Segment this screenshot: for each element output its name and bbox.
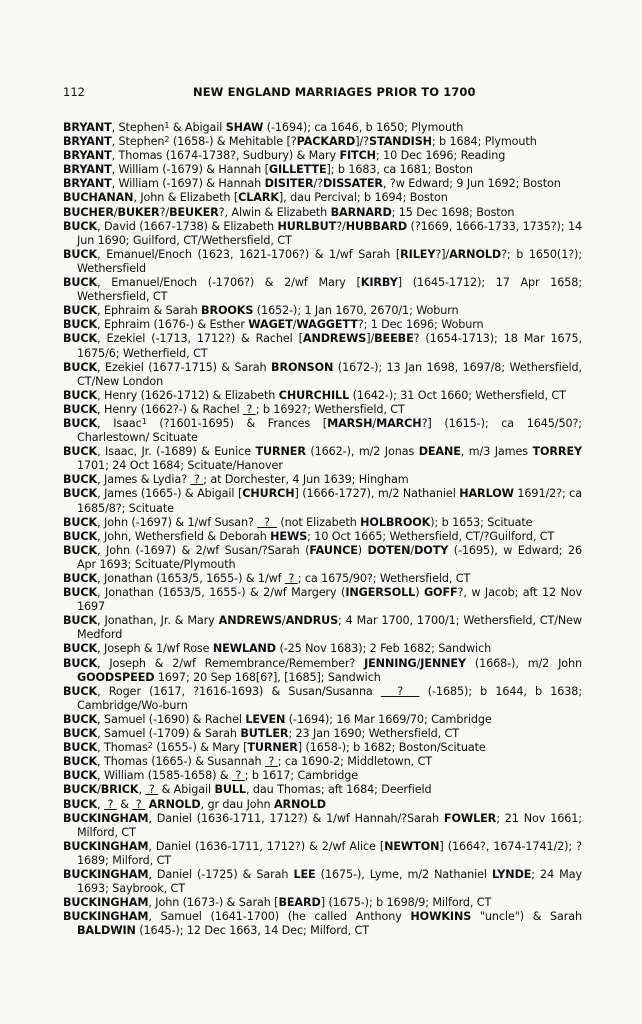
entry-text: 1697; 20 Sep 168[6?], [1685]; Sandwich — [154, 670, 381, 684]
marriage-entry — [63, 783, 582, 797]
entry-text: , James & Lydia? — [97, 473, 191, 487]
surname: GOODSPEED — [77, 670, 155, 684]
entry-text: (1668-), m/2 John — [465, 656, 582, 670]
surname: BUCK — [63, 572, 98, 585]
entry-text: ] (1645-1712); 17 Apr 1658; Wethersfield, CT — [77, 276, 582, 304]
marriage-entry — [63, 220, 582, 248]
entry-text: , Thomas — [97, 741, 148, 755]
entry-text: , William (1585-1658) & — [97, 769, 232, 783]
entry-text: (1652-); 1 Jan 1670, 2670/1; Woburn — [253, 304, 459, 318]
surname: RILEY — [400, 247, 436, 261]
marriage-entry — [63, 487, 582, 515]
entry-text: , — [97, 797, 105, 811]
marriage-entry — [63, 586, 582, 614]
surname: BEARD — [278, 896, 321, 910]
surname: BUCK — [63, 247, 98, 261]
surname: BEEBE — [374, 332, 414, 346]
entry-text: , William (-1697) & Hannah — [111, 177, 265, 191]
surname: FAUNCE — [309, 543, 358, 557]
unknown-name-blank: ? — [132, 797, 146, 811]
entry-text: , Stephen — [111, 135, 165, 149]
entry-text: , Ephraim (1676-) & Esther — [97, 318, 249, 332]
unknown-name-blank: ? — [257, 515, 277, 529]
surname: BUCK — [63, 332, 98, 346]
marriage-entry — [63, 741, 582, 755]
surname: BULL — [214, 783, 246, 797]
entry-text: , Joseph & 1/wf Rose — [97, 642, 213, 656]
surname: DISSATER — [323, 177, 383, 191]
surname: CLARK — [238, 191, 279, 205]
surname: BEUKER — [169, 205, 219, 219]
entry-text: "uncle") & Sarah — [471, 910, 582, 924]
entry-text: , Emanuel/Enoch (1623, 1621-1706?) & 1/wf Sarah [ — [97, 247, 401, 261]
entry-text: ?; b 1650(1?); Wethersfield — [77, 247, 582, 275]
surname: NEWTON — [384, 839, 440, 853]
entry-text: ; at Dorchester, 4 Jun 1639; Hingham — [203, 473, 409, 487]
entry-text: (-1685); b 1644, b 1638; Cambridge/Wo-burn — [77, 684, 582, 712]
entry-text: , James (1665-) & Abigail [ — [97, 487, 243, 501]
entry-text: , Stephen — [111, 121, 165, 134]
unknown-name-blank: ? — [104, 797, 117, 811]
surname: BUCK — [63, 416, 98, 430]
surname: ARNOLD — [449, 247, 502, 261]
surname: BUCK — [63, 515, 98, 529]
surname: DEANE — [418, 445, 461, 459]
marriage-entry — [63, 248, 582, 276]
entry-text: ) — [415, 586, 424, 600]
unknown-name-blank: ? — [190, 473, 204, 487]
entry-text: ; 23 Jan 1690; Wethersfield, CT — [288, 727, 459, 741]
surname: BRYANT — [63, 121, 112, 134]
unknown-name-blank: ? — [264, 755, 278, 769]
surname: BRICK — [100, 783, 139, 797]
entry-text: 1691/2?; ca 1685/8?; Scituate — [77, 487, 582, 515]
marriage-entry — [63, 530, 582, 544]
entry-text: / — [292, 318, 297, 332]
marriage-entry — [63, 403, 582, 417]
entry-text: , Samuel (-1690) & Rachel — [97, 712, 246, 726]
entry-text: ; b 1684; Plymouth — [431, 135, 537, 149]
entry-text: , John, Wethersfield & Deborah — [97, 529, 271, 543]
marriage-entry — [63, 191, 582, 205]
entry-text: , Daniel (-1725) & Sarah — [148, 867, 294, 881]
marriage-entry — [63, 572, 582, 586]
surname: BUCKINGHAM — [63, 867, 149, 881]
entry-text: ]; b 1683, ca 1681; Boston — [326, 163, 473, 177]
entry-text: ; 10 Dec 1696; Reading — [375, 149, 506, 163]
entry-text: , Jonathan, Jr. & Mary — [97, 614, 219, 628]
surname: BUCK — [63, 741, 98, 755]
surname: KIRBY — [360, 276, 398, 290]
unknown-name-blank: ? — [242, 402, 256, 416]
entry-text: ; b 1617; Cambridge — [244, 769, 359, 783]
surname: JENNING — [364, 656, 417, 670]
surname: BUCKINGHAM — [63, 811, 149, 825]
marriage-entry — [63, 798, 582, 812]
entry-text: & Abigail — [169, 121, 226, 134]
marriage-entry — [63, 389, 582, 403]
entry-text: , William (-1679) & Hannah [ — [111, 163, 269, 177]
entry-text: (1642-); 31 Oct 1660; Wethersfield, CT — [349, 388, 566, 402]
surname: BUCK — [63, 712, 98, 726]
entry-text: ]/? — [355, 135, 369, 149]
entry-text: ?/ — [159, 205, 170, 219]
entry-text: 1701; 24 Oct 1684; Scituate/Hanover — [77, 459, 283, 473]
entry-text: , Thomas (1665-) & Susannah — [97, 755, 265, 769]
entry-text: , Emanuel/Enoch (-1706?) & 2/wf Mary [ — [97, 276, 361, 290]
entry-text: ] (1675-); b 1698/9; Milford, CT — [320, 896, 492, 910]
entry-text: /? — [313, 177, 323, 191]
surname: BUCKINGHAM — [63, 910, 149, 924]
entry-text: ] (1666-1727), m/2 Nathaniel — [294, 487, 460, 501]
entry-text: (not Elizabeth — [276, 515, 361, 529]
marriage-entry — [63, 417, 582, 445]
surname: TURNER — [247, 741, 298, 755]
entry-text: (?1601-1695) & Frances [ — [146, 416, 328, 430]
surname: BUCKINGHAM — [63, 839, 149, 853]
entry-text: / — [416, 656, 421, 670]
marriage-entry — [63, 727, 582, 741]
marriage-entry — [63, 544, 582, 572]
entry-text: , Thomas (1674-1738?, Sudbury) & Mary — [111, 149, 340, 163]
surname: BUCK — [63, 304, 98, 318]
surname: TORREY — [532, 445, 582, 459]
marriage-entry — [63, 304, 582, 318]
surname: BUCK — [63, 797, 98, 811]
entry-text: , John (-1697) & 2/wf Susan/?Sarah ( — [97, 543, 310, 557]
entry-text: , David (1667-1738) & Elizabeth — [97, 219, 278, 233]
surname: JENNEY — [420, 656, 466, 670]
entry-text: / — [97, 783, 101, 797]
surname: BUCHANAN — [63, 191, 134, 205]
surname: BROOKS — [201, 304, 254, 318]
entry-text: , Isaac, Jr. (-1689) & Eunice — [97, 445, 256, 459]
surname: HUBBARD — [345, 219, 408, 233]
entry-text: ] (1658-); b 1682; Boston/Scituate — [297, 741, 486, 755]
entry-text: , Henry (1662?-) & Rachel — [97, 402, 243, 416]
entry-text: ? (1654-1713); 18 Mar 1675, 1675/6; Wetherfield, CT — [77, 332, 583, 360]
surname: BALDWIN — [77, 924, 136, 938]
surname: FOWLER — [443, 811, 497, 825]
surname: BUCK — [63, 276, 98, 290]
marriage-entry — [63, 769, 582, 783]
entry-text: , Samuel (1641-1700) (he called Anthony — [148, 910, 411, 924]
entry-text: ], dau Percival; b 1694; Boston — [278, 191, 448, 205]
entry-text: , Ezekiel (-1713, 1712?) & Rachel [ — [97, 332, 303, 346]
surname: ARNOLD — [148, 797, 201, 811]
surname: FITCH — [339, 149, 376, 163]
entry-text: & Abigail — [158, 783, 215, 797]
entry-text: ] (1664?, 1674-1741/2); ?1689; Milford, CT — [77, 839, 582, 867]
entry-text: , Ephraim & Sarah — [97, 304, 202, 318]
surname: INGERSOLL — [345, 586, 416, 600]
surname: BUCKINGHAM — [63, 896, 149, 910]
surname: BUCK — [63, 487, 98, 501]
entry-text: (-25 Nov 1683); 2 Feb 1682; Sandwich — [276, 642, 492, 656]
surname: HARLOW — [459, 487, 514, 501]
surname: BUCK — [63, 318, 98, 332]
entry-text: ; ca 1690-2; Middletown, CT — [277, 755, 433, 769]
page-header — [63, 84, 582, 100]
surname: HEWS — [270, 529, 308, 543]
entry-text: , Daniel (1636-1711, 1712?) & 1/wf Hannah/?Sarah — [148, 811, 444, 825]
entry-text: , John & Elizabeth [ — [133, 191, 239, 205]
surname: ANDREWS — [302, 332, 367, 346]
entry-text: / — [113, 205, 118, 219]
entry-text: , John (1673-) & Sarah [ — [148, 896, 279, 910]
surname: ARNOLD — [274, 797, 326, 811]
surname: BRYANT — [63, 149, 112, 163]
entry-text: (1675-), Lyme, m/2 Nathaniel — [315, 867, 493, 881]
marriage-entry — [63, 896, 582, 910]
surname: BRONSON — [271, 360, 334, 374]
entry-text: ); b 1653; Scituate — [430, 515, 533, 529]
surname: BUCK — [63, 783, 98, 797]
entry-text: , Jonathan (1653/5, 1655-) & 1/wf — [97, 572, 285, 585]
marriage-entry — [63, 910, 582, 938]
surname: WAGET — [248, 318, 293, 332]
entry-text: (1658-) & Mehitable [? — [169, 135, 297, 149]
entry-text: , Roger (1617, ?1616-1693) & Susan/Susanna — [97, 684, 381, 698]
entry-text: , gr dau John — [200, 797, 274, 811]
surname: CHURCH — [242, 487, 295, 501]
unknown-name-blank: ? — [231, 769, 245, 783]
entry-text: , ?w Edward; 9 Jun 1692; Boston — [382, 177, 561, 191]
entry-text: ?/ — [336, 219, 346, 233]
surname: BUCK — [63, 402, 98, 416]
entry-text: , m/3 James — [460, 445, 533, 459]
surname: BUCK — [63, 586, 98, 600]
entry-text: ?, w Jacob; aft 12 Nov 1697 — [77, 586, 582, 614]
unknown-name-blank: ? — [284, 572, 298, 585]
entry-text: , Isaac — [97, 416, 142, 430]
surname: DOTEN — [367, 543, 411, 557]
marriage-entry — [63, 121, 582, 135]
entry-text: (1645-); 12 Dec 1663, 14 Dec; Milford, CT — [135, 924, 369, 938]
entry-text: , Henry (1626-1712) & Elizabeth — [97, 388, 279, 402]
surname: SHAW — [225, 121, 264, 134]
surname: LEVEN — [245, 712, 286, 726]
page-number: 112 — [63, 85, 85, 99]
entry-text: (-1695), w Edward; 26 Apr 1693; Scituate/Plymouth — [77, 543, 582, 571]
entry-text: ; b 1692?; Wethersfield, CT — [255, 402, 405, 416]
entry-text: (-1694); ca 1646, b 1650; Plymouth — [263, 121, 464, 134]
surname: BUCK — [63, 727, 98, 741]
surname: WAGGETT — [296, 318, 358, 332]
surname: BUCK — [63, 388, 98, 402]
unknown-name-blank: ? — [145, 783, 159, 797]
marriage-entry — [63, 332, 582, 360]
marriage-entry — [63, 177, 582, 191]
surname: BUCK — [63, 219, 98, 233]
marriage-entry — [63, 657, 582, 685]
surname: STANDISH — [369, 135, 432, 149]
marriage-entry — [63, 713, 582, 727]
marriage-entry — [63, 318, 582, 332]
marriage-entry — [63, 685, 582, 713]
entry-text: / — [410, 543, 415, 557]
surname: ANDRUS — [285, 614, 339, 628]
surname: BRYANT — [63, 163, 112, 177]
running-title: NEW ENGLAND MARRIAGES PRIOR TO 1700 — [193, 85, 476, 99]
surname: BUCK — [63, 529, 98, 543]
surname: LEE — [293, 867, 316, 881]
marriage-entry — [63, 135, 582, 149]
surname: BUCK — [63, 614, 98, 628]
surname: BUCK — [63, 769, 98, 783]
entry-text: ; 21 Nov 1661; Milford, CT — [77, 811, 582, 839]
surname: ANDREWS — [218, 614, 282, 628]
surname: HOLBROOK — [360, 515, 431, 529]
surname: LYNDE — [492, 867, 532, 881]
entry-text: ?] (1615-); ca 1645/50?; Charlestown/ Scituate — [77, 416, 582, 445]
surname: BUKER — [117, 205, 160, 219]
marriage-entry — [63, 868, 582, 896]
entry-text: , Joseph & 2/wf Remembrance/Remember? — [97, 656, 365, 670]
marriage-entry — [63, 361, 582, 389]
surname: PACKARD — [296, 135, 356, 149]
entry-text: , Daniel (1636-1711, 1712?) & 2/wf Alice [ — [148, 839, 385, 853]
entry-text: ]/ — [366, 332, 375, 346]
marriage-entry — [63, 445, 582, 473]
entry-text: , dau Thomas; aft 1684; Deerfield — [245, 783, 432, 797]
marriage-entry — [63, 840, 582, 868]
generation-superscript: 1 — [141, 416, 147, 426]
marriage-entries-list — [63, 121, 582, 938]
surname: BUCK — [63, 755, 98, 769]
entry-text: & — [116, 797, 133, 811]
entry-text: , Samuel (-1709) & Sarah — [97, 727, 241, 741]
surname: MARSH — [327, 416, 373, 430]
entry-text: , Jonathan (1653/5, 1655-) & 2/wf Margery ( — [97, 586, 346, 600]
surname: BARNARD — [330, 205, 392, 219]
entry-text: (1672-); 13 Jan 1698, 1697/8; Wethersfield, CT/New London — [77, 360, 582, 388]
surname: DOTY — [414, 543, 449, 557]
entry-text: / — [281, 614, 286, 628]
entry-text: (-1694); 16 Mar 1669/70; Cambridge — [285, 712, 492, 726]
entry-text: (1662-), m/2 Jonas — [305, 445, 419, 459]
surname: BUCK — [63, 642, 98, 656]
surname: MARCH — [376, 416, 422, 430]
surname: CHURCHILL — [278, 388, 350, 402]
marriage-entry — [63, 642, 582, 656]
surname: TURNER — [255, 445, 306, 459]
entry-text: , — [138, 783, 146, 797]
generation-superscript: 1 — [164, 121, 170, 130]
surname: BUCHER — [63, 205, 114, 219]
surname: BUCK — [63, 473, 98, 487]
entry-text: , John (-1697) & 1/wf Susan? — [97, 515, 258, 529]
marriage-entry — [63, 516, 582, 530]
entry-text: ; ca 1675/90?; Wethersfield, CT — [297, 572, 471, 585]
marriage-entry — [63, 812, 582, 840]
entry-text: ) — [357, 543, 368, 557]
surname: NEWLAND — [212, 642, 276, 656]
entry-text: (1655-) & Mary [ — [152, 741, 248, 755]
marriage-entry — [63, 755, 582, 769]
entry-text: / — [372, 416, 377, 430]
surname: HOWKINS — [410, 910, 472, 924]
generation-superscript: 2 — [147, 741, 153, 751]
generation-superscript: 2 — [164, 135, 170, 145]
marriage-entry — [63, 276, 582, 304]
surname: BRYANT — [63, 177, 112, 191]
entry-text: ?, Alwin & Elizabeth — [218, 205, 331, 219]
surname: HURLBUT — [277, 219, 337, 233]
surname: DISITER — [264, 177, 314, 191]
marriage-entry — [63, 149, 582, 163]
marriage-entry — [63, 614, 582, 642]
surname: BUTLER — [240, 727, 289, 741]
surname: BUCK — [63, 656, 98, 670]
entry-text: ; 10 Oct 1665; Wethersfield, CT/?Guilford, CT — [307, 529, 555, 543]
unknown-name-blank: ? — [380, 684, 420, 698]
surname: BUCK — [63, 445, 98, 459]
surname: BRYANT — [63, 135, 112, 149]
entry-text: ; 24 May 1693; Saybrook, CT — [77, 867, 582, 896]
surname: GILLETTE — [268, 163, 327, 177]
surname: GOFF — [423, 586, 458, 600]
entry-text: ; 15 Dec 1698; Boston — [391, 205, 515, 219]
marriage-entry — [63, 473, 582, 487]
surname: BUCK — [63, 684, 98, 698]
entry-text: ?; 1 Dec 1696; Woburn — [357, 318, 484, 332]
entry-text: ?]/ — [435, 247, 450, 261]
entry-text: , Ezekiel (1677-1715) & Sarah — [97, 360, 272, 374]
surname: BUCK — [63, 543, 98, 557]
surname: BUCK — [63, 360, 98, 374]
marriage-entry — [63, 163, 582, 177]
entry-text: ; 4 Mar 1700, 1700/1; Wethersfield, CT/New Medford — [77, 614, 582, 642]
marriage-entry — [63, 206, 582, 220]
entry-text: (?1669, 1666-1733, 1735?); 14 Jun 1690; Guilford, CT/Wethersfield, CT — [77, 219, 582, 247]
